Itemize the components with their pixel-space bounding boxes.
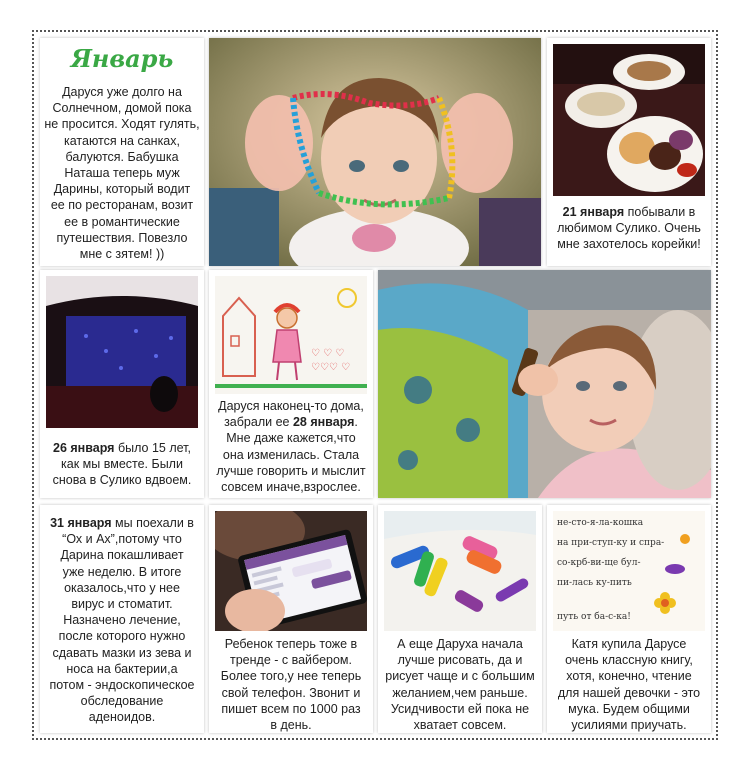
drawing-hearts-1: ♡ ♡ ♡ [311,348,345,359]
caption-viber: Ребенок теперь тоже в тренде - с вайбером. Более того,у нее теперь свой телефон. Звонит и пишет всем по 1000 раз в день. [220,637,362,733]
photo-girl-phone [378,270,711,498]
card-jan26 [40,270,204,498]
card-jan28 [209,270,373,498]
book-line-5: путь от ба-с-ка! [557,612,631,622]
photo-girl-phone-image [378,270,711,498]
photo-restaurant-night [46,276,198,428]
caption-jan21: 21 января побывали в любимом Сулико. Очень мне захотелось корейки! [557,205,701,252]
photo-markers [384,511,536,631]
card-jan31 [40,505,204,733]
caption-drawing: А еще Даруха начала лучше рисовать, да и рисует чаще и с большим желанием,чем раньше. Усидчивости ей пока не хватает совсем. [385,637,535,733]
photo-restaurant-food [553,44,705,196]
card-viber [209,505,373,733]
intro-text: Даруся уже долго на Солнечном, домой пока не просится. Ходят гулять, катаются на санках, балуются. Бабушка Наташа теперь муж Дарины, который водит ее по ресторанам, возит ее в романтические путешествия. Повезло мне с зятем! )) [44,85,200,262]
caption-jan26: 26 января было 15 лет, как мы вместе. Были снова в Сулико вдвоем. [52,441,192,488]
caption-jan31: 31 января мы поехали в “Ох и Ах”,потому что Дарина покашливает уже неделю. В итоге оказалось,что у нее вирус и стоматит. Назначено лечение, после которого нужно сдавать мазки из зева и носа на бактерии,а потом - эндоскопическое обследование аденоидов. [49,516,195,725]
photo-girl-beads-image [209,38,541,266]
photo-child-drawing [215,276,367,394]
intro-card [40,38,204,266]
page-title: Январь [70,44,174,73]
book-line-1: не-сто-я-ла-кошка [557,518,644,528]
card-book [547,505,711,733]
photo-tablet [215,511,367,631]
date-jan31: 31 января [50,516,112,530]
date-jan26: 26 января [53,441,115,455]
book-line-4: пи-лась ку-пить [557,578,632,588]
date-jan28: 28 января [292,415,355,430]
caption-jan28: Даруся наконец-то дома, забрали ее 28 января. Мне даже кажется,что она изменилась. Стала лучше говорить и мыслит совсем иначе,взрослее. [216,399,366,495]
caption-book: Катя купила Дарусе очень классную книгу, хотя, конечно, чтение для нашей девочки - это мука. Будем общими усилиями приучать. [557,637,701,733]
card-jan21 [547,38,711,266]
book-line-3: со-крб-ви-ще бул- [557,558,641,568]
date-jan21: 21 января [562,205,625,219]
photo-book-page [553,511,705,631]
drawing-hearts-2: ♡♡♡ ♡ [311,362,351,373]
book-line-2: на при-ступ-ку и спра- [557,538,665,548]
card-drawing [378,505,542,733]
photo-girl-beads [209,38,541,266]
